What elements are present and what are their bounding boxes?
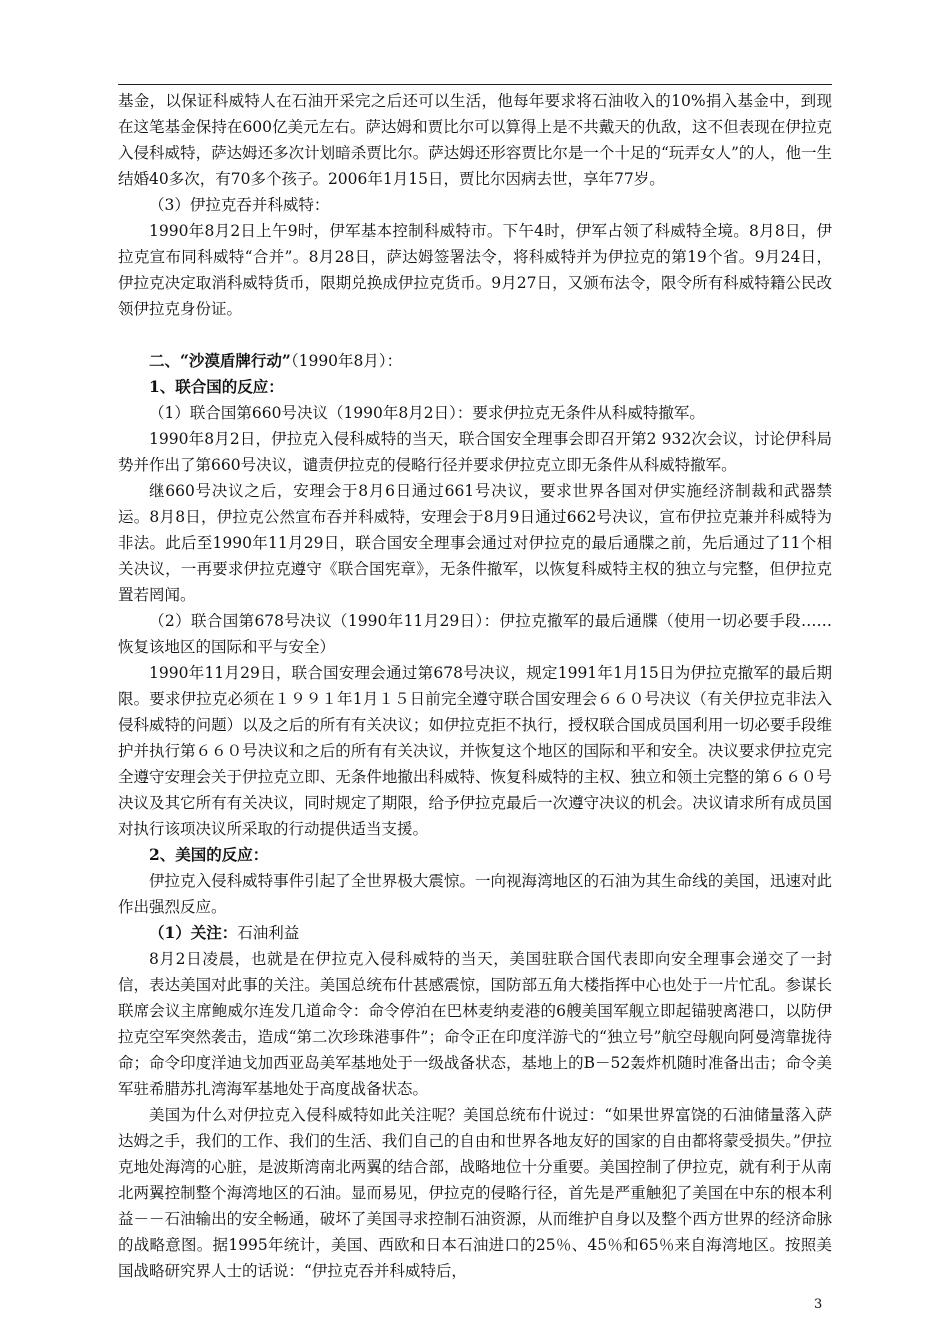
paragraph: 伊拉克入侵科威特事件引起了全世界极大震惊。一向视海湾地区的石油为其生命线的美国，迅速对此作出强烈反应。 xyxy=(118,872,832,916)
paragraph: 1990年11月29日，联合国安理会通过第678号决议，规定1991年1月15日为伊拉克撤军的最后期限。要求伊拉克必须在１９９１年1月１５日前完全遵守联合国安理会６６０号决议（有关伊拉克非法入侵科威特的问题）以及之后的所有有关决议；如伊拉克拒不执行，授权联合国成员国利用一切必要手段维护并执行第６６０号决议和之后的所有有关决议，并恢复这个地区的国际和平和安全。决议要求伊拉克完全遵守安理会关于伊拉克立即、无条件地撤出科威特、恢复科威特的主权、独立和领土完整的第６６０号决议及其它所有有关决议，同时规定了期限，给予伊拉克最后一次遵守决议的机会。决议请求所有成员国对执行该项决议所采取的行动提供适当支援。 xyxy=(118,664,832,838)
section-heading-date: （1990年8月）： xyxy=(290,352,403,370)
page-number: 3 xyxy=(814,1297,823,1312)
paragraph: 基金，以保证科威特人在石油开采完之后还可以生活，他每年要求将石油收入的10%捐入基金中，到现在这笔基金保持在600亿美元左右。萨达姆和贾比尔可以算得上是不共戴天的仇敌，这不但表现在伊拉克入侵科威特，萨达姆还多次计划暗杀贾比尔。萨达姆还形容贾比尔是一个十足的“玩弄女人”的人，他一生结婚40多次，有70多个孩子。2006年1月15日，贾比尔因病去世，享年77岁。 xyxy=(118,92,832,188)
subsection-heading: 1、联合国的反应： xyxy=(149,377,284,396)
paragraph: 1990年8月2日，伊拉克入侵科威特的当天，联合国安全理事会即召开第2 932次会议，讨论伊科局势并作出了第660号决议，谴责伊拉克的侵略行径并要求伊拉克立即无条件从科威特撤军。 xyxy=(118,430,832,474)
section-heading-title: 二、“沙漠盾牌行动” xyxy=(149,351,291,370)
paragraph: 1990年8月2日上午9时，伊军基本控制科威特市。下午4时，伊军占领了科威特全境。8月8日，伊拉克宣布同科威特“合并”。8月28日，萨达姆签署法令，将科威特并为伊拉克的第19个省。9月24日，伊拉克决定取消科威特货币，限期兑换成伊拉克货币。9月27日，又颁布法令，限令所有科威特籍公民改领伊拉克身份证。 xyxy=(118,222,832,318)
subsection-heading: 2、美国的反应： xyxy=(149,845,269,864)
subheading-text: 石油利益 xyxy=(237,924,300,942)
paragraph: 继660号决议之后，安理会于8月6日通过661号决议，要求世界各国对伊实施经济制裁和武器禁运。8月8日，伊拉克公然宣布吞并科威特，安理会于8月9日通过662号决议，宣布伊拉克兼并科威特为非法。此后至1990年11月29日，联合国安全理事会通过对伊拉克的最后通牒之前，先后通过了11个相关决议，一再要求伊拉克遵守《联合国宪章》，无条件撤军，以恢复科威特主权的独立与完整，但伊拉克置若罔闻。 xyxy=(118,482,832,604)
subheading xyxy=(118,920,832,946)
subheading-label: （1）关注： xyxy=(149,923,238,942)
document-body xyxy=(118,88,832,1284)
section-heading xyxy=(118,348,832,374)
header-rule xyxy=(118,84,832,85)
paragraph: （2）联合国第678号决议（1990年11月29日）：伊拉克撤军的最后通牒（使用一切必要手段……恢复该地区的国际和平与安全） xyxy=(118,612,832,656)
paragraph: 8月2日凌晨，也就是在伊拉克入侵科威特的当天，美国驻联合国代表即向安全理事会递交了一封信，表达美国对此事的关注。美国总统布什甚感震惊，国防部五角大楼指挥中心也处于一片忙乱。参谋长联席会议主席鲍威尔连发几道命令：命令停泊在巴林麦纳麦港的6艘美国军舰立即起锚驶离港口，以防伊拉克空军突然袭击，造成“第二次珍珠港事件”；命令正在印度洋游弋的“独立号”航空母舰向阿曼湾靠拢待命；命令印度洋迪戈加西亚岛美军基地处于一级战备状态，基地上的B－52轰炸机随时准备出击；命令美军驻希腊苏扎湾海军基地处于高度战备状态。 xyxy=(118,950,832,1098)
paragraph: 美国为什么对伊拉克入侵科威特如此关注呢？美国总统布什说过：“如果世界富饶的石油储量落入萨达姆之手，我们的工作、我们的生活、我们自己的自由和世界各地友好的国家的自由都将蒙受损失。”伊拉克地处海湾的心脏，是波斯湾南北两翼的结合部，战略地位十分重要。美国控制了伊拉克，就有利于从南北两翼控制整个海湾地区的石油。显而易见，伊拉克的侵略行径，首先是严重触犯了美国在中东的根本利益－－石油输出的安全畅通，破坏了美国寻求控制石油资源，从而维护自身以及整个西方世界的经济命脉的战略意图。据1995年统计，美国、西欧和日本石油进口的25％、45％和65％来自海湾地区。按照美国战略研究界人士的话说：“伊拉克吞并科威特后， xyxy=(118,1106,832,1280)
paragraph: （1）联合国第660号决议（1990年8月2日）：要求伊拉克无条件从科威特撤军。 xyxy=(149,404,705,422)
spacer xyxy=(118,322,832,348)
subheading: （3）伊拉克吞并科威特： xyxy=(149,196,330,214)
